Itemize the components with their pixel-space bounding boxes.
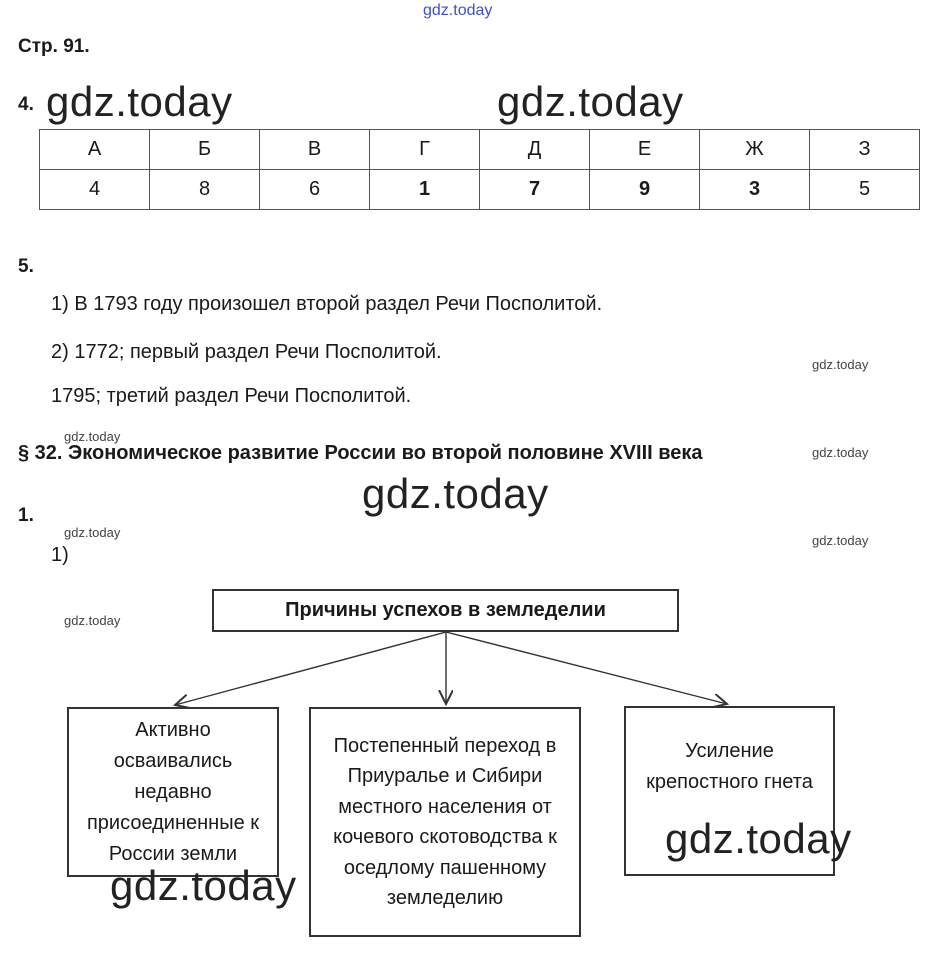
watermark-big: gdz.today [665,815,852,862]
diagram-main-box: Причины успехов в земледелии [212,589,679,632]
task-5-answer-3: 1795; третий раздел Речи Посполитой. [51,385,412,407]
table-header-cell: З [810,130,920,170]
table-header-cell: Г [370,130,480,170]
table-header-cell: Е [590,130,700,170]
task-5-answer-2: 2) 1772; первый раздел Речи Посполитой. [51,341,442,363]
watermark-small: gdz.today [812,533,869,548]
table-cell: 6 [260,170,370,210]
watermark-small: gdz.today [64,525,121,540]
table-cell: 9 [590,170,700,210]
arrow-right [446,632,727,704]
task-4-number: 4. [18,94,34,115]
diagram-box-transition: Постепенный переход в Приуралье и Сибири местного населения от кочевого скотоводства к оседлому пашенному земледелию [309,707,581,937]
diagram-box-lands: Активно осваивались недавно присоединенные к России земли [67,707,279,877]
table-cell: 4 [40,170,150,210]
watermark-small: gdz.today [64,613,121,628]
page-label: Стр. 91. [18,36,90,57]
table-cell: 3 [700,170,810,210]
table-cell: 8 [150,170,260,210]
arrow-left [175,632,446,705]
table-header-cell: Ж [700,130,810,170]
table-cell: 7 [480,170,590,210]
watermark-small: gdz.today [64,429,121,444]
watermark-big: gdz.today [497,78,684,125]
table-cell: 1 [370,170,480,210]
table-header-cell: А [40,130,150,170]
watermark-small: gdz.today [812,357,869,372]
task-1-sub: 1) [51,544,69,566]
table-header-cell: В [260,130,370,170]
diagram-box-serfdom: Усиление крепостного гнета [624,706,835,876]
table-header-cell: Д [480,130,590,170]
table-header-cell: Б [150,130,260,170]
task-5-answer-1: 1) В 1793 году произошел второй раздел Речи Посполитой. [51,293,603,315]
watermark-big: gdz.today [110,862,297,909]
table-cell: 5 [810,170,920,210]
watermark-big: gdz.today [362,470,549,517]
task-1-number: 1. [18,505,34,526]
section-title: § 32. Экономическое развитие России во второй половине XVIII века [18,442,703,464]
watermark-top: gdz.today [423,2,493,19]
task-5-number: 5. [18,256,34,277]
watermark-small: gdz.today [812,445,869,460]
watermark-big: gdz.today [46,78,233,125]
